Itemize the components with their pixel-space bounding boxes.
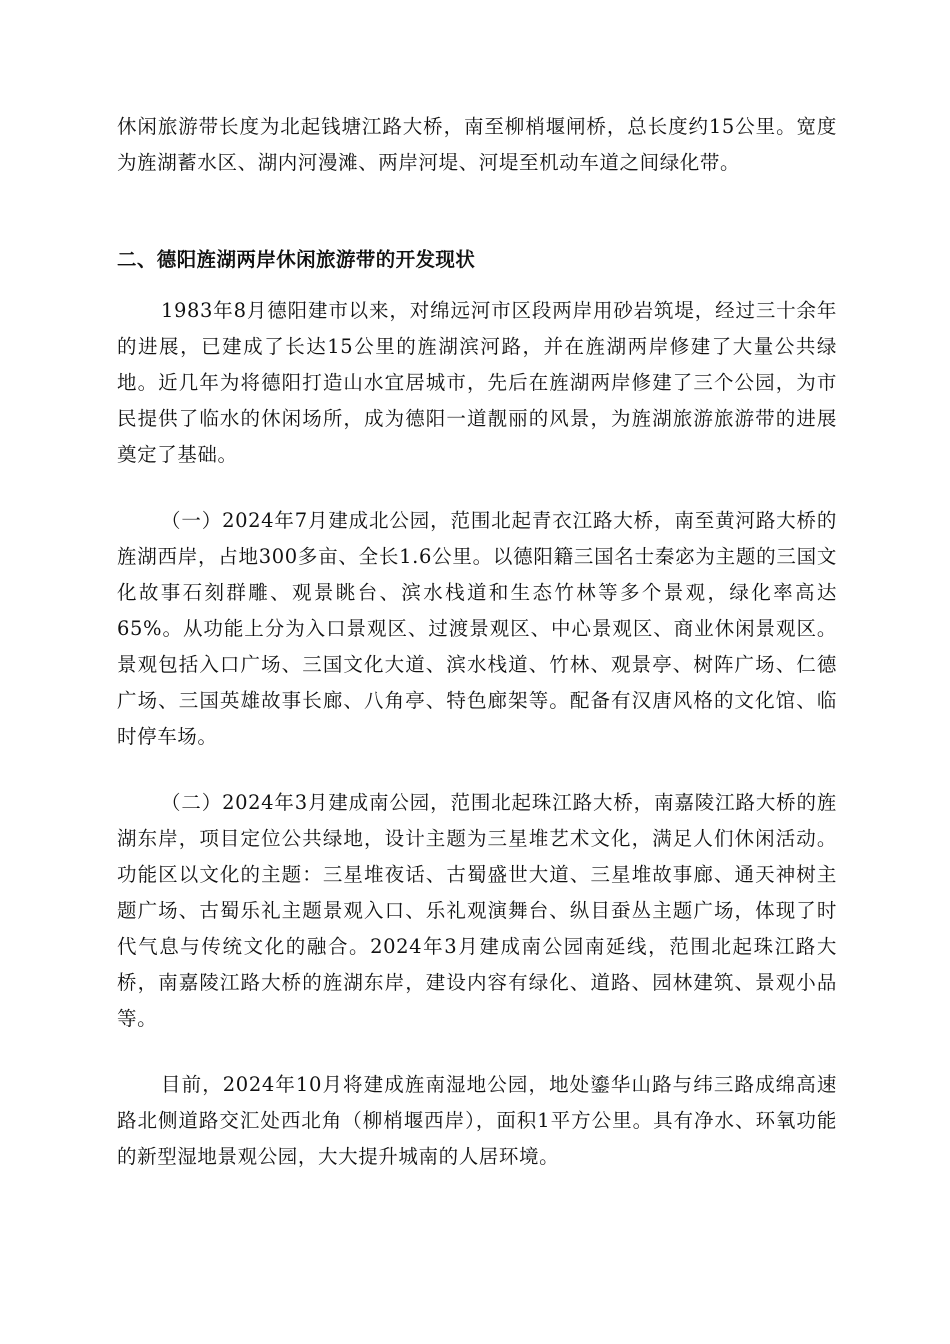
paragraph-intro: 休闲旅游带长度为北起钱塘江路大桥，南至柳梢堰闸桥，总长度约15公里。宽度为旌湖蓄水区、湖内河漫滩、两岸河堤、河堤至机动车道之间绿化带。 xyxy=(117,115,837,174)
paragraph-wetland: 目前，2024年10月将建成旌南湿地公园，地处鎏华山路与纬三路成绵高速路北侧道路交汇处西北角（柳梢堰西岸），面积1平方公里。具有净水、环氧功能的新型湿地景观公园，大大提升城南的人居环境。 xyxy=(117,1073,837,1168)
paragraph-north-park: （一）2024年7月建成北公园，范围北起青衣江路大桥，南至黄河路大桥的旌湖西岸，占地300多亩、全长1.6公里。以德阳籍三国名士秦宓为主题的三国文化故事石刻群雕、观景眺台、滨水栈道和生态竹林等多个景观，绿化率高达65%。从功能上分为入口景观区、过渡景观区、中心景观区、商业休闲景观区。景观包括入口广场、三国文化大道、滨水栈道、竹林、观景亭、树阵广场、仁德广场、三国英雄故事长廊、八角亭、特色廊架等。配备有汉唐风格的文化馆、临时停车场。 xyxy=(117,509,837,748)
paragraph-south-park: （二）2024年3月建成南公园，范围北起珠江路大桥，南嘉陵江路大桥的旌湖东岸，项目定位公共绿地，设计主题为三星堆艺术文化，满足人们休闲活动。功能区以文化的主题：三星堆夜话、古蜀盛世大道、三星堆故事廊、通天神树主题广场、古蜀乐礼主题景观入口、乐礼观演舞台、纵目蚕丛主题广场，体现了时代气息与传统文化的融合。2024年3月建成南公园南延线，范围北起珠江路大桥，南嘉陵江路大桥的旌湖东岸，建设内容有绿化、道路、园林建筑、景观小品等。 xyxy=(117,791,837,1030)
section-heading: 二、德阳旌湖两岸休闲旅游带的开发现状 xyxy=(117,248,476,271)
paragraph-history: 1983年8月德阳建市以来，对绵远河市区段两岸用砂岩筑堤，经过三十余年的进展，已建成了长达15公里的旌湖滨河路，并在旌湖两岸修建了大量公共绿地。近几年为将德阳打造山水宜居城市，先后在旌湖两岸修建了三个公园，为市民提供了临水的休闲场所，成为德阳一道靓丽的风景，为旌湖旅游旅游带的进展奠定了基础。 xyxy=(117,299,837,466)
